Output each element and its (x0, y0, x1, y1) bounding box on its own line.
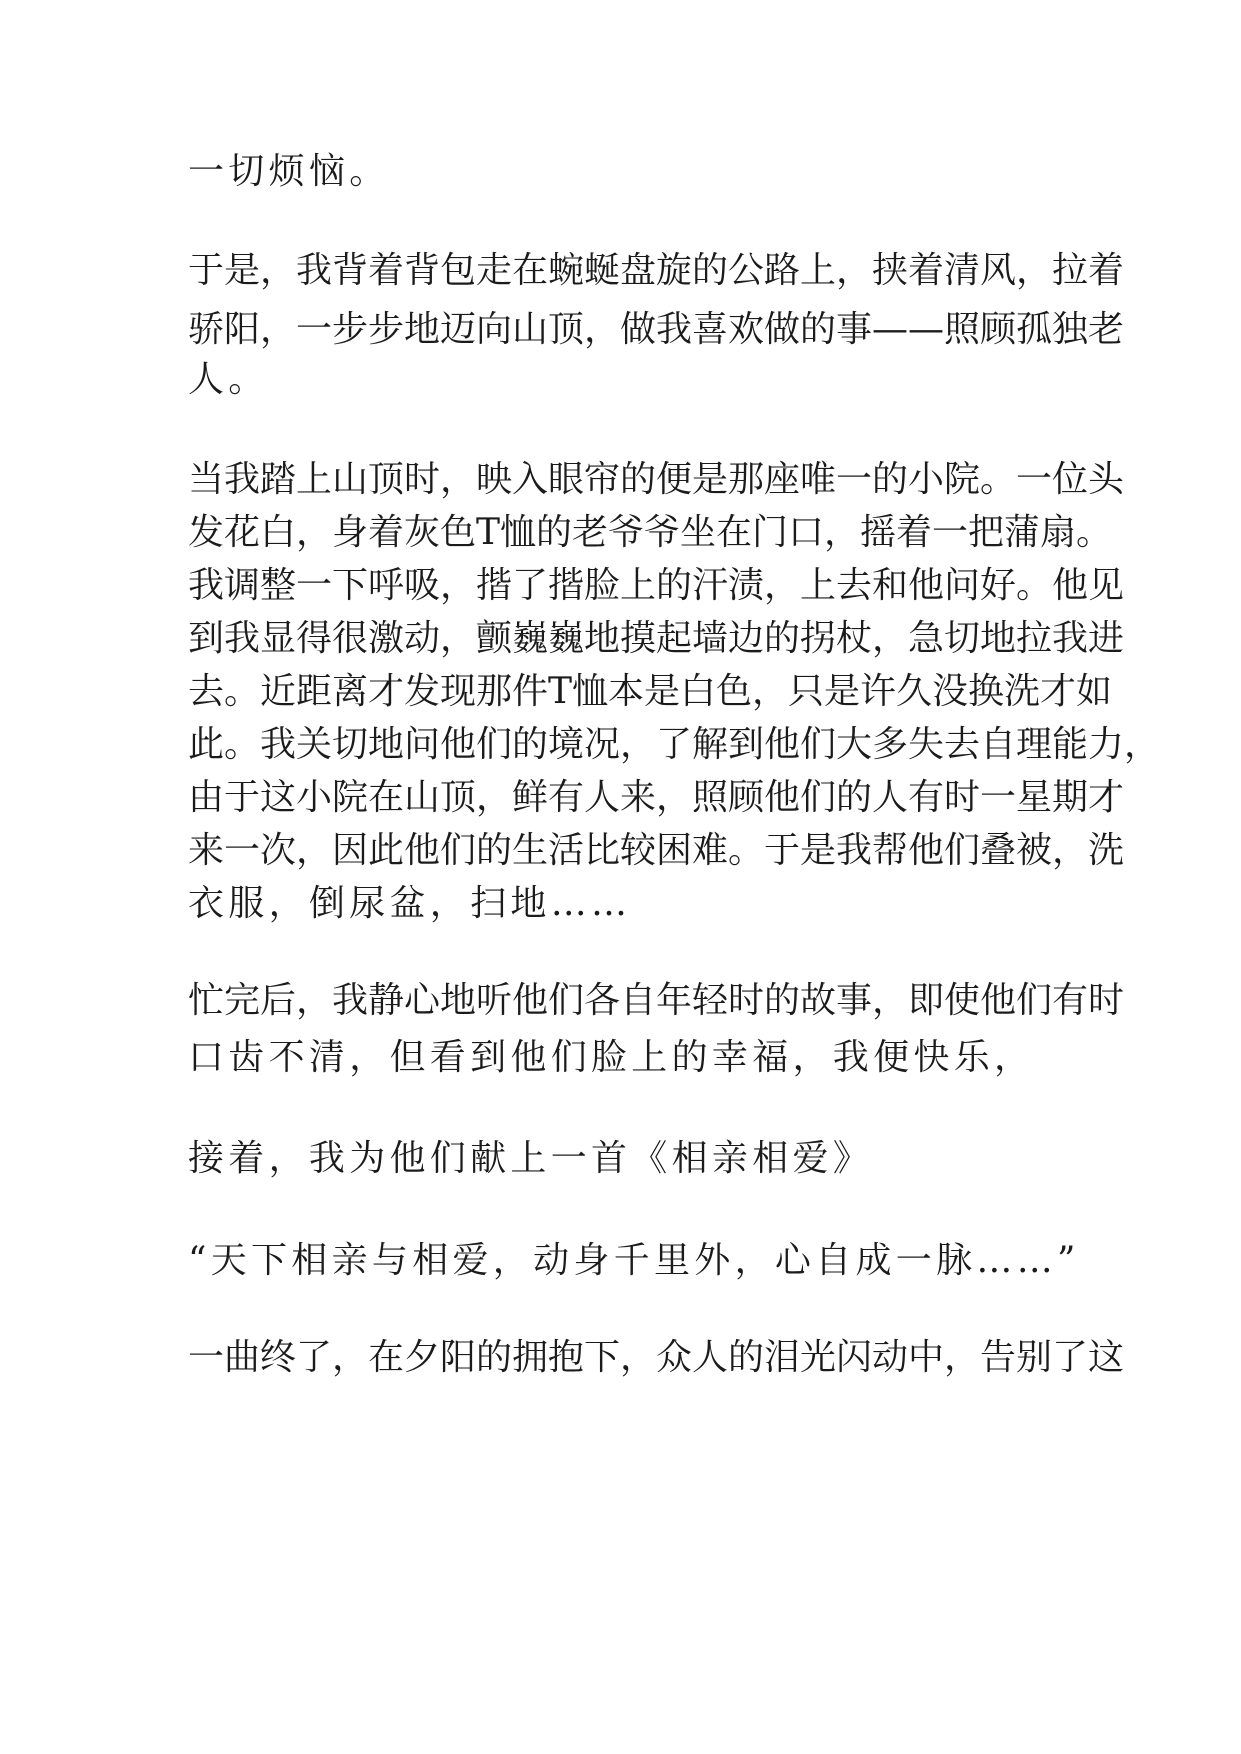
text-line: 发花白，身着灰色T恤的老爷爷坐在门口，摇着一把蒲扇。 (188, 512, 1113, 553)
text-line: 来一次，因此他们的生活比较困难。于是我帮他们叠被，洗 (188, 830, 1125, 871)
text-line: 当我踏上山顶时，映入眼帘的便是那座唯一的小院。一位头 (188, 459, 1125, 500)
text-line: 此。我关切地问他们的境况，了解到他们大多失去自理能力， (188, 724, 1161, 765)
text-line: 骄阳，一步步地迈向山顶，做我喜欢做的事——照顾孤独老 (188, 309, 1125, 350)
text-line: 接着，我为他们献上一首《相亲相爱》 (188, 1138, 874, 1179)
text-line: “天下相亲与相爱，动身千里外，心自成一脉……” (188, 1240, 1080, 1281)
text-line: 一切烦恼。 (188, 151, 390, 192)
text-line: 由于这小院在山顶，鲜有人来，照顾他们的人有时一星期才 (188, 777, 1125, 818)
text-line: 于是，我背着背包走在蜿蜒盘旋的公路上，挟着清风，拉着 (188, 250, 1125, 291)
text-line: 人。 (188, 359, 269, 400)
text-line: 衣服，倒尿盆，扫地…… (188, 883, 632, 924)
text-line: 我调整一下呼吸，揩了揩脸上的汗渍，上去和他问好。他见 (188, 565, 1125, 606)
text-line: 一曲终了，在夕阳的拥抱下，众人的泪光闪动中，告别了这 (188, 1337, 1125, 1378)
text-line: 口齿不清，但看到他们脸上的幸福，我便快乐， (188, 1037, 1035, 1078)
text-line: 到我显得很激动，颤巍巍地摸起墙边的拐杖，急切地拉我进 (188, 618, 1125, 659)
text-line: 去。近距离才发现那件T恤本是白色，只是许久没换洗才如 (188, 671, 1113, 712)
text-line: 忙完后，我静心地听他们各自年轻时的故事，即使他们有时 (188, 980, 1125, 1021)
